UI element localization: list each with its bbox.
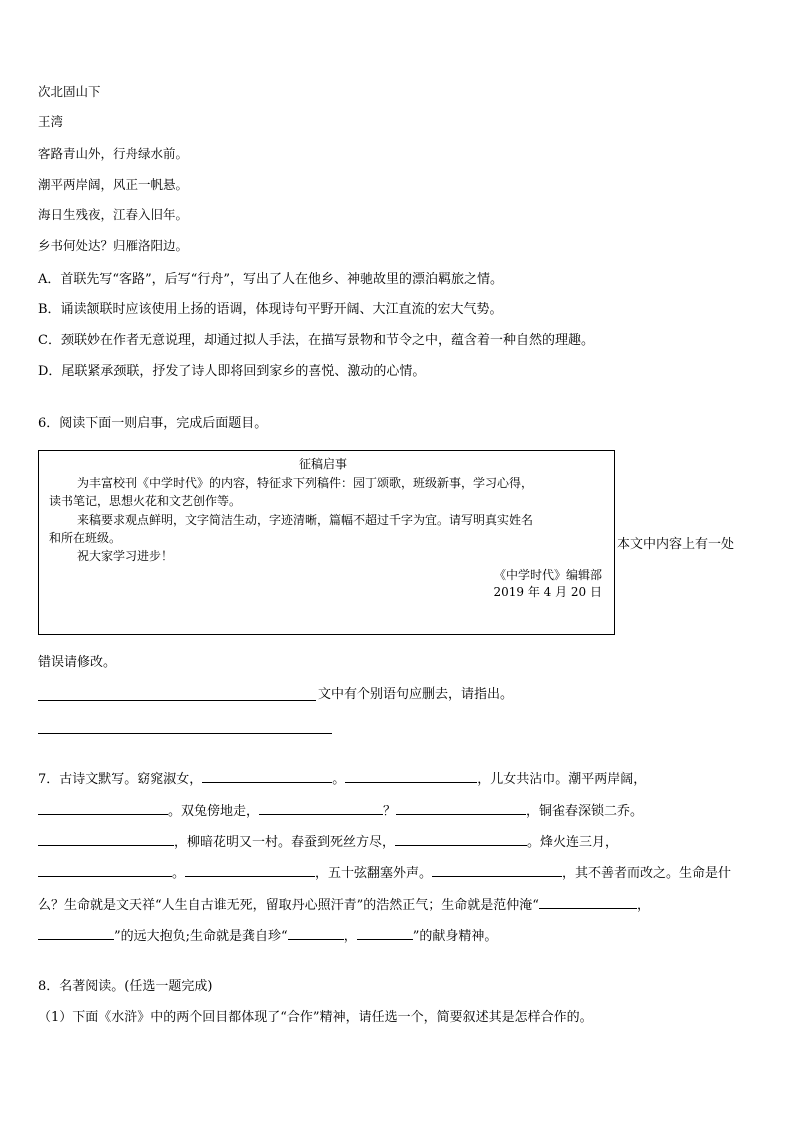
poem-author: 王湾 — [38, 114, 64, 129]
question-7-line-6 — [38, 927, 497, 945]
option-a: A．首联先写“客路”，后写“行舟”，写出了人在他乡、神驰故里的漂泊羁旅之情。 — [38, 272, 503, 287]
fill-blank[interactable] — [288, 927, 344, 940]
q7-text: ，其不善者而改之。生命是什 — [562, 866, 732, 881]
fill-blank[interactable] — [38, 864, 172, 877]
fill-blank[interactable] — [357, 927, 413, 940]
poem-line: 客路青山外，行舟绿水前。 — [38, 146, 189, 161]
question-6-prompt: 6．阅读下面一则启事，完成后面题目。 — [38, 416, 268, 431]
option-c: C．颈联妙在作者无意说理，却通过拟人手法，在描写景物和节令之中，蕴含着一种自然的理趣。 — [38, 333, 594, 348]
notice-box — [38, 450, 615, 635]
answer-line[interactable] — [38, 700, 316, 701]
q7-text: ，柳暗花明又一村。春蚕到死丝方尽， — [174, 835, 396, 850]
option-d: D．尾联紧承颈联，抒发了诗人即将回到家乡的喜悦、激动的心情。 — [38, 364, 426, 379]
question-6-side-text: 本文中内容上有一处 — [617, 537, 735, 552]
notice-date: 2019 年 4 月 20 日 — [493, 585, 602, 599]
q7-text: 。烽火连三月， — [527, 835, 619, 850]
q7-text: ，铜雀春深锁二乔。 — [526, 804, 644, 819]
question-6-continue: 错误请修改。 — [38, 655, 117, 670]
q7-text: ？ — [383, 804, 397, 819]
question-8-sub: （1）下面《水浒》中的两个回目都体现了“合作”精神，请任选一个，简要叙述其是怎样合作的。 — [38, 1010, 593, 1025]
poem-line: 乡书何处达？归雁洛阳边。 — [38, 238, 189, 253]
fill-blank[interactable] — [185, 864, 315, 877]
q7-text: 。双兔傍地走， — [168, 804, 260, 819]
q7-text: ”的远大抱负;生命就是龚自珍“ — [114, 929, 288, 944]
answer-line[interactable] — [38, 733, 332, 734]
q7-text: 。 — [172, 866, 186, 881]
poem-line: 海日生残夜，江春入旧年。 — [38, 207, 189, 222]
notice-line: 祝大家学习进步！ — [77, 549, 174, 563]
question-6-sub: 文中有个别语句应删去，请指出。 — [318, 687, 514, 702]
fill-blank[interactable] — [432, 864, 562, 877]
q7-text: 么？生命就是文天祥“人生自古谁无死，留取丹心照汗青”的浩然正气；生命就是范仲淹“ — [38, 898, 539, 913]
poem-line: 潮平两岸阔，风正一帆悬。 — [38, 177, 189, 192]
q7-text: ”的献身精神。 — [412, 929, 498, 944]
fill-blank[interactable] — [345, 770, 477, 783]
fill-blank[interactable] — [396, 802, 526, 815]
fill-blank[interactable] — [539, 896, 637, 909]
question-7-line-1 — [38, 770, 646, 788]
q7-text: ，儿女共沾巾。潮平两岸阔， — [477, 772, 647, 787]
notice-line: 读书笔记，思想火花和文艺创作等。 — [49, 494, 242, 508]
question-7-line-4 — [38, 864, 731, 882]
option-b: B．诵读颔联时应该使用上扬的语调，体现诗句平野开阔、大江直流的宏大气势。 — [38, 302, 503, 317]
notice-signature: 《中学时代》编辑部 — [493, 568, 602, 582]
notice-title: 征稿启事 — [299, 457, 348, 471]
question-7-line-2 — [38, 802, 643, 820]
fill-blank[interactable] — [202, 770, 332, 783]
question-7-line-3 — [38, 833, 618, 851]
fill-blank[interactable] — [259, 802, 383, 815]
q7-text: ， — [343, 929, 357, 944]
fill-blank[interactable] — [38, 833, 174, 846]
q7-text: 7．古诗文默写。窈窕淑女， — [38, 772, 203, 787]
fill-blank[interactable] — [395, 833, 527, 846]
q7-text: ， — [636, 898, 650, 913]
poem-title: 次北固山下 — [38, 84, 101, 99]
q7-text: ，五十弦翻塞外声。 — [315, 866, 433, 881]
question-7-line-5 — [38, 896, 650, 914]
notice-line: 和所在班级。 — [49, 531, 122, 545]
notice-line: 来稿要求观点鲜明，文字简洁生动，字迹清晰，篇幅不超过千字为宜。请写明真实姓名 — [77, 513, 534, 527]
fill-blank[interactable] — [38, 927, 114, 940]
question-8-title: 8．名著阅读。(任选一题完成) — [38, 979, 213, 994]
notice-line: 为丰富校刊《中学时代》的内容，特征求下列稿件：园丁颂歌，班级新事，学习心得， — [77, 476, 534, 490]
fill-blank[interactable] — [38, 802, 168, 815]
q7-text: 。 — [332, 772, 346, 787]
